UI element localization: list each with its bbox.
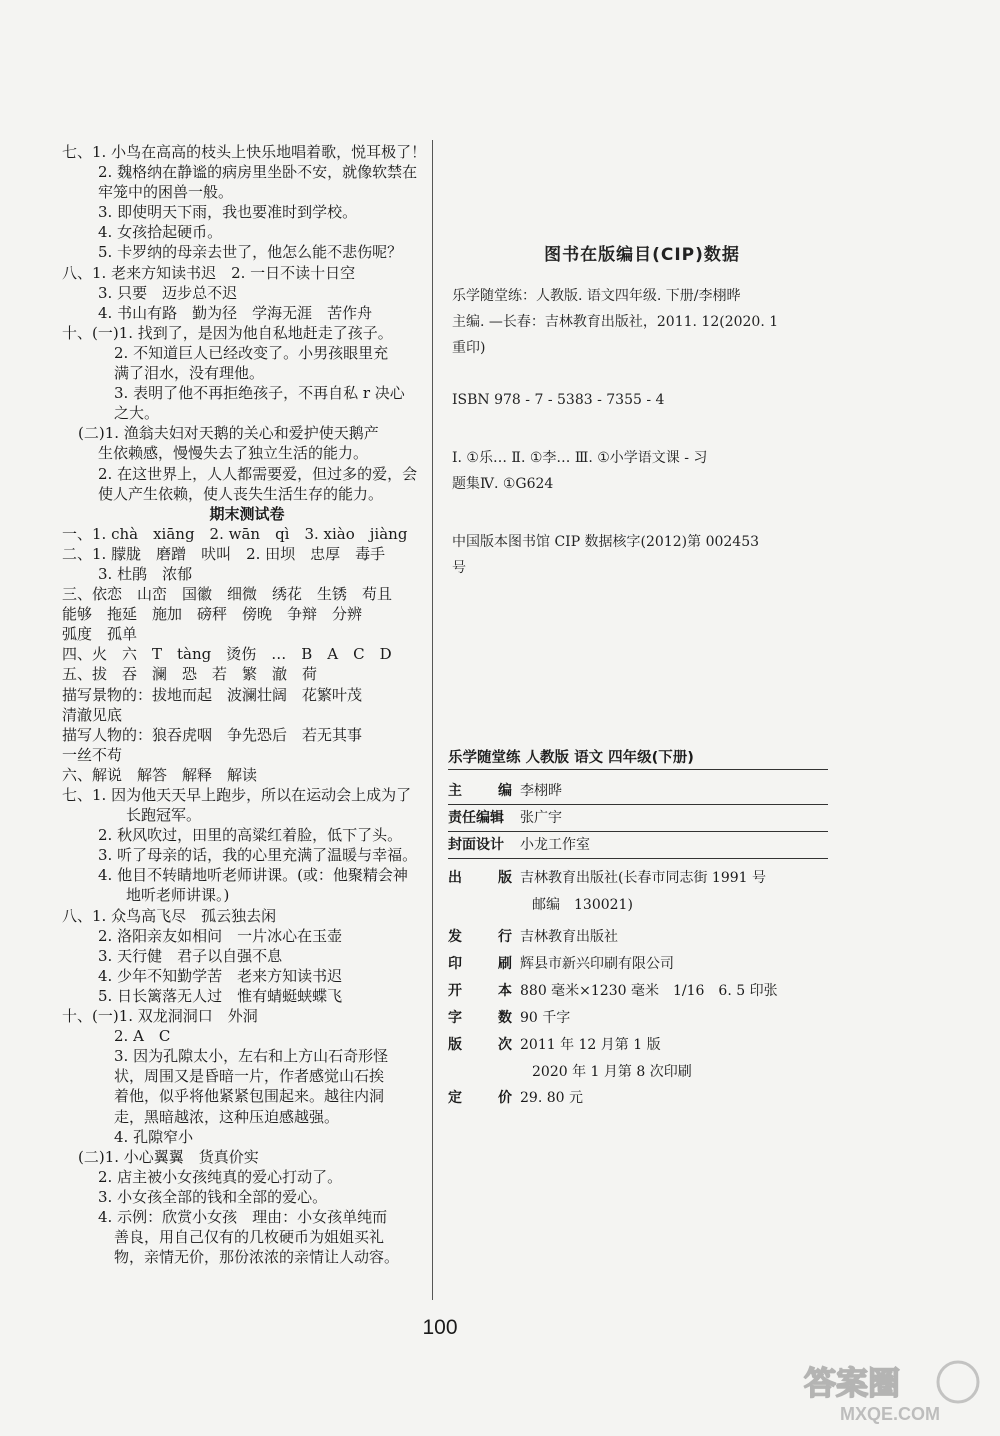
watermark-site: MXQE.COM [840,1404,941,1424]
answer-line: 2. 店主被小女孩纯真的爱心打动了。 [98,1167,343,1186]
row-value: 吉林教育出版社 [520,929,618,945]
answer-line: 3. 天行健 君子以自强不息 [98,946,283,965]
cip-library-record: 号 [452,560,466,576]
row-label: 主 编 [448,783,512,799]
cip-line: 主编. —长春：吉林教育出版社，2011. 12(2020. 1 [452,314,779,330]
answer-line: 2. 魏格纳在静谧的病房里坐卧不安，就像软禁在 [98,163,418,182]
answer-line: 2. 秋风吹过，田里的高粱红着脸，低下了头。 [98,826,403,845]
row-value: 29. 80 元 [520,1090,583,1106]
row-value-continued: 2020 年 1 月第 8 次印刷 [532,1064,692,1080]
answer-line: 状，周围又是昏暗一片，作者感觉山石挨 [114,1067,385,1086]
section-heading: 期末测试卷 [209,504,285,523]
colophon-row-distributor [448,924,828,951]
answer-line: 地听老师讲课。) [126,886,230,905]
cip-title: 图书在版编目(CIP)数据 [544,245,740,265]
answer-line: (二)1. 渔翁夫妇对天鹅的关心和爱护使天鹅产 [78,424,379,443]
row-value: 李栩晔 [520,783,562,799]
answer-line: 2. 洛阳亲友如相问 一片冰心在玉壶 [98,926,343,945]
colophon-row-format [448,978,828,1005]
colophon-row-cover-design [448,832,828,859]
answer-key-column [62,142,432,1267]
answer-line: 六、解说 解答 解释 解读 [62,765,258,784]
column-divider [432,140,433,1300]
answer-line: 弧度 孤单 [62,625,138,644]
answer-line: 3. 小女孩全部的钱和全部的爱心。 [98,1187,328,1206]
row-label: 印 刷 [448,956,512,972]
answer-line: 着他，似乎将他紧紧包围起来。越往内洞 [114,1087,385,1106]
answer-line: 三、依恋 山峦 国徽 细微 绣花 生锈 苟且 [62,585,393,604]
colophon-row-responsible-editor [448,805,828,832]
answer-line: 2. A C [114,1027,171,1046]
answer-line: 满了泪水，没有理他。 [114,364,265,383]
row-label: 字 数 [448,1010,512,1026]
colophon-row-word-count [448,1005,828,1032]
answer-line: 八、1. 老来方知读书迟 2. 一日不读十日空 [62,263,356,282]
answer-line: 2. 不知道巨人已经改变了。小男孩眼里充 [114,343,389,362]
watermark-logo [800,1360,990,1426]
answer-line: 4. 他目不转睛地听老师讲课。(或：他聚精会神 [98,866,408,885]
row-value: 90 千字 [520,1010,571,1026]
answer-line: 4. 孔隙窄小 [114,1127,194,1146]
answer-line: 3. 即使明天下雨，我也要准时到学校。 [98,203,358,222]
colophon-block [448,746,828,1112]
answer-line: 善良，用自己仅有的几枚硬币为姐姐买礼 [114,1228,385,1247]
answer-line: 牢笼中的困兽一般。 [98,183,234,202]
answer-line: 走，黑暗越浓，这种压迫感越强。 [114,1107,340,1126]
answer-line: 十、(一)1. 找到了，是因为他自私地赶走了孩子。 [62,323,393,342]
answer-line: 3. 只要 迈步总不迟 [98,283,238,302]
answer-line: 4. 示例：欣赏小女孩 理由：小女孩单纯而 [98,1207,388,1226]
answer-line: 物，亲情无价，那份浓浓的亲情让人动容。 [114,1248,400,1267]
row-value: 吉林教育出版社(长春市同志街 1991 号 [520,870,766,886]
cip-line: 乐学随堂练：人教版. 语文四年级. 下册/李栩晔 [452,288,741,304]
answer-line: 3. 表明了他不再拒绝孩子，不再自私 r 决心 [114,384,405,403]
row-value: 辉县市新兴印刷有限公司 [520,956,674,972]
row-value: 张广宇 [520,810,562,826]
answer-line: 八、1. 众鸟高飞尽 孤云独去闲 [62,906,277,925]
answer-line: 3. 因为孔隙太小，左右和上方山石奇形怪 [114,1047,389,1066]
cip-data-block [452,240,832,581]
colophon-row-price [448,1085,828,1112]
row-label: 开 本 [448,983,512,999]
answer-line: 七、1. 小鸟在高高的枝头上快乐地唱着歌，悦耳极了！ [62,143,427,161]
answer-line: 2. 在这世界上，人人都需要爱，但过多的爱，会 [98,464,418,483]
answer-line: 能够 拖延 施加 磅秤 傍晚 争辩 分辨 [62,605,363,624]
row-label: 版 次 [448,1037,512,1053]
answer-line: 使人产生依赖，使人丧失生活生存的能力。 [98,484,384,503]
row-label: 责任编辑 [448,810,504,826]
answer-line: 描写人物的：狼吞虎咽 争先恐后 若无其事 [62,725,363,744]
colophon-row-printer [448,951,828,978]
cip-library-record: 中国版本图书馆 CIP 数据核字(2012)第 002453 [452,534,760,550]
answer-line: 七、1. 因为他天天早上跑步，所以在运动会上成为了 [62,786,412,804]
answer-line: 长跑冠军。 [126,806,202,825]
answer-line: 二、1. 朦胧 磨蹭 吠叫 2. 田坝 忠厚 毒手 [62,544,386,563]
row-label: 出 版 [448,870,512,886]
cip-classification: 题集Ⅳ. ①G624 [452,476,554,492]
colophon-row-editor [448,778,828,805]
answer-line: 3. 杜鹃 浓郁 [98,564,193,583]
answer-line: 4. 书山有路 勤为径 学海无涯 苦作舟 [98,303,373,322]
answer-line: 生依赖感，慢慢失去了独立生活的能力。 [98,444,369,463]
answer-line: 一、1. chà xiāng 2. wān qì 3. xiào jiàng [62,524,408,543]
page-number: 100 [422,1316,458,1339]
answer-line: 4. 女孩拾起硬币。 [98,223,223,242]
cip-isbn: ISBN 978 - 7 - 5383 - 7355 - 4 [452,392,665,408]
row-value: 小龙工作室 [520,837,590,853]
answer-line: 清澈见底 [62,705,123,724]
colophon-title: 乐学随堂练 人教版 语文 四年级(下册) [448,746,828,770]
answer-line: 5. 日长篱落无人过 惟有蜻蜓蛱蝶飞 [98,986,343,1005]
colophon-row-edition [448,1032,828,1059]
answer-line: 四、火 六 T tàng 烫伤 … B A C D [62,645,392,664]
row-label: 发 行 [448,929,512,945]
answer-line: 描写景物的：拔地而起 波澜壮阔 花繁叶茂 [62,685,363,704]
row-value: 880 毫米×1230 毫米 1/16 6. 5 印张 [520,983,778,999]
watermark-text: 答案圈 [804,1364,901,1402]
cip-classification: Ⅰ. ①乐… Ⅱ. ①李… Ⅲ. ①小学语文课 - 习 [452,450,708,466]
answer-line: 之大。 [114,404,160,423]
row-label: 封面设计 [448,837,504,853]
answer-line: 五、拔 吞 澜 恐 若 繁 澈 荷 [62,665,318,684]
answer-line: 5. 卡罗纳的母亲去世了，他怎么能不悲伤呢？ [98,243,403,262]
answer-line: 十、(一)1. 双龙洞洞口 外洞 [62,1007,258,1026]
answer-line: 3. 听了母亲的话，我的心里充满了温暖与幸福。 [98,846,418,865]
colophon-row-publisher [448,865,828,892]
answer-line: (二)1. 小心翼翼 货真价实 [78,1147,259,1166]
answer-line: 一丝不苟 [62,745,123,764]
cip-line: 重印) [452,340,486,356]
row-value: 2011 年 12 月第 1 版 [520,1037,661,1053]
row-label: 定 价 [448,1090,512,1106]
answer-line: 4. 少年不知勤学苦 老来方知读书迟 [98,966,343,985]
row-value-continued: 邮编 130021) [532,897,633,913]
